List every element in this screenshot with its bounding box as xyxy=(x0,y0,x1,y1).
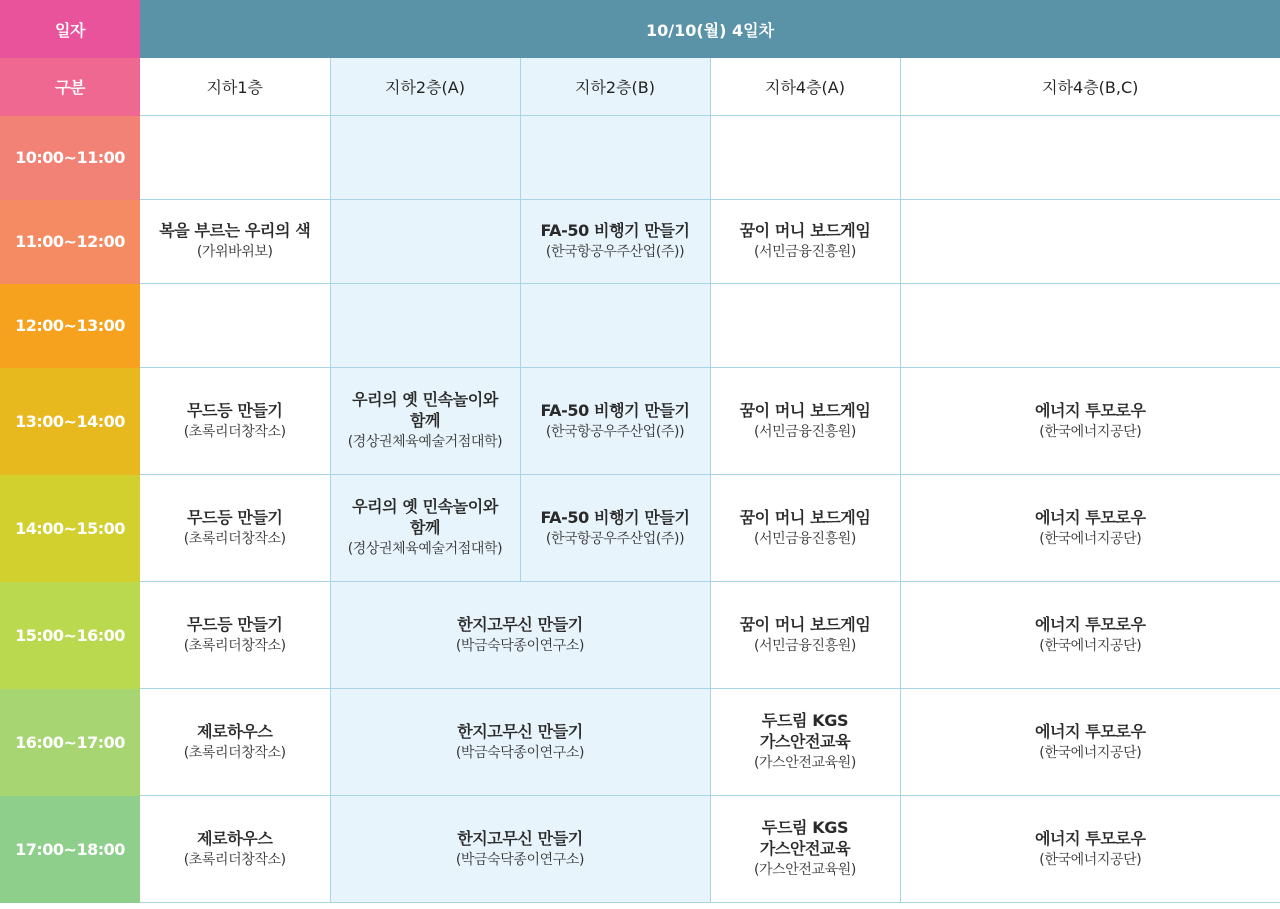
program-org: (경상권체육예술거점대학) xyxy=(347,541,503,557)
empty-cell xyxy=(900,116,1280,200)
program-title: 두드림 KGS xyxy=(761,818,849,837)
program-cell xyxy=(330,368,520,475)
program-cell xyxy=(900,475,1280,582)
program-title: 가스안전교육 xyxy=(759,732,851,751)
program-cell xyxy=(710,368,900,475)
program-cell xyxy=(710,582,900,689)
program-title: 우리의 옛 민속놀이와 xyxy=(352,497,498,516)
program-org: (한국에너지공단) xyxy=(1039,530,1142,547)
time-row xyxy=(0,689,1280,796)
program-cell xyxy=(140,582,330,689)
time-row xyxy=(0,582,1280,689)
program-cell xyxy=(140,475,330,582)
program-cell xyxy=(330,475,520,582)
program-title: 한지고무신 만들기 xyxy=(457,614,583,634)
program-cell xyxy=(140,200,330,284)
empty-cell xyxy=(900,200,1280,284)
program-org: (초록리더창작소) xyxy=(183,851,286,868)
program-title: 에너지 투모로우 xyxy=(1034,400,1146,420)
program-org: (박금숙닥종이연구소) xyxy=(455,744,585,761)
program-title: 제로하우스 xyxy=(197,721,273,741)
program-title: 에너지 투모로우 xyxy=(1034,614,1146,634)
program-org: (가스안전교육원) xyxy=(754,755,856,771)
empty-cell xyxy=(520,116,710,200)
program-cell xyxy=(140,368,330,475)
program-org: (한국에너지공단) xyxy=(1039,851,1142,868)
program-org: (가위바위보) xyxy=(196,244,273,260)
program-cell xyxy=(330,796,710,903)
program-org: (서민금융진흥원) xyxy=(754,244,856,260)
division-label: 구분 xyxy=(0,58,140,116)
program-org: (서민금융진흥원) xyxy=(754,423,856,440)
program-title: 복을 부르는 우리의 색 xyxy=(159,221,311,240)
empty-cell xyxy=(140,284,330,368)
program-cell xyxy=(710,200,900,284)
program-org: (초록리더창작소) xyxy=(183,744,286,761)
program-cell xyxy=(710,689,900,796)
date-label: 일자 xyxy=(0,0,140,58)
program-org: (한국에너지공단) xyxy=(1039,423,1142,440)
empty-cell xyxy=(330,284,520,368)
program-cell xyxy=(520,368,710,475)
program-title: FA-50 비행기 만들기 xyxy=(540,400,690,420)
date-value: 10/10(월) 4일차 xyxy=(140,0,1280,58)
program-title: 한지고무신 만들기 xyxy=(457,721,583,741)
program-title: FA-50 비행기 만들기 xyxy=(540,221,690,240)
program-title: 에너지 투모로우 xyxy=(1034,721,1146,741)
time-label: 11:00~12:00 xyxy=(0,200,140,284)
time-label: 15:00~16:00 xyxy=(0,582,140,689)
location-header: 지하1층 xyxy=(140,58,330,116)
program-cell xyxy=(140,689,330,796)
location-header: 지하4층(A) xyxy=(710,58,900,116)
program-title: 에너지 투모로우 xyxy=(1034,507,1146,527)
program-title: 꿈이 머니 보드게임 xyxy=(739,221,871,240)
program-org: (한국항공우주산업(주)) xyxy=(545,530,685,547)
time-row xyxy=(0,368,1280,475)
program-title: 꿈이 머니 보드게임 xyxy=(739,614,871,634)
time-row xyxy=(0,200,1280,284)
empty-cell xyxy=(330,116,520,200)
time-row xyxy=(0,475,1280,582)
program-title: 한지고무신 만들기 xyxy=(457,828,583,848)
program-org: (초록리더창작소) xyxy=(183,637,286,654)
empty-cell xyxy=(900,284,1280,368)
time-label: 12:00~13:00 xyxy=(0,284,140,368)
empty-cell xyxy=(330,200,520,284)
program-cell xyxy=(520,200,710,284)
location-row xyxy=(0,58,1280,116)
time-label: 16:00~17:00 xyxy=(0,689,140,796)
program-org: (한국항공우주산업(주)) xyxy=(545,423,685,440)
program-cell xyxy=(900,796,1280,903)
program-title: 함께 xyxy=(409,411,441,430)
empty-cell xyxy=(710,284,900,368)
program-org: (서민금융진흥원) xyxy=(754,530,856,547)
program-title: 우리의 옛 민속놀이와 xyxy=(352,390,498,409)
program-title: 가스안전교육 xyxy=(759,839,851,858)
program-title: 두드림 KGS xyxy=(761,711,849,730)
program-cell xyxy=(900,689,1280,796)
program-title: FA-50 비행기 만들기 xyxy=(540,507,690,527)
program-cell xyxy=(710,475,900,582)
program-cell xyxy=(140,796,330,903)
program-title: 무드등 만들기 xyxy=(186,400,283,420)
time-row xyxy=(0,116,1280,200)
time-label: 13:00~14:00 xyxy=(0,368,140,475)
program-org: (초록리더창작소) xyxy=(183,530,286,547)
empty-cell xyxy=(520,284,710,368)
program-org: (박금숙닥종이연구소) xyxy=(455,637,585,654)
program-title: 에너지 투모로우 xyxy=(1034,828,1146,848)
empty-cell xyxy=(140,116,330,200)
program-title: 무드등 만들기 xyxy=(186,507,283,527)
time-label: 17:00~18:00 xyxy=(0,796,140,903)
program-cell xyxy=(710,796,900,903)
location-header: 지하2층(A) xyxy=(330,58,520,116)
date-row xyxy=(0,0,1280,58)
program-title: 꿈이 머니 보드게임 xyxy=(739,400,871,420)
program-cell xyxy=(330,689,710,796)
time-label: 10:00~11:00 xyxy=(0,116,140,200)
program-org: (가스안전교육원) xyxy=(754,862,856,878)
program-org: (경상권체육예술거점대학) xyxy=(347,434,503,450)
program-title: 제로하우스 xyxy=(197,828,273,848)
program-org: (한국에너지공단) xyxy=(1039,744,1142,761)
program-cell xyxy=(900,582,1280,689)
time-row xyxy=(0,796,1280,903)
program-org: (초록리더창작소) xyxy=(183,423,286,440)
program-cell xyxy=(900,368,1280,475)
program-org: (서민금융진흥원) xyxy=(754,637,856,654)
location-header: 지하2층(B) xyxy=(520,58,710,116)
program-org: (박금숙닥종이연구소) xyxy=(455,851,585,868)
location-header: 지하4층(B,C) xyxy=(900,58,1280,116)
empty-cell xyxy=(710,116,900,200)
program-cell xyxy=(520,475,710,582)
program-title: 함께 xyxy=(409,518,441,537)
program-title: 무드등 만들기 xyxy=(186,614,283,634)
program-org: (한국항공우주산업(주)) xyxy=(545,244,685,260)
program-title: 꿈이 머니 보드게임 xyxy=(739,507,871,527)
program-org: (한국에너지공단) xyxy=(1039,637,1142,654)
time-label: 14:00~15:00 xyxy=(0,475,140,582)
time-row xyxy=(0,284,1280,368)
program-cell xyxy=(330,582,710,689)
